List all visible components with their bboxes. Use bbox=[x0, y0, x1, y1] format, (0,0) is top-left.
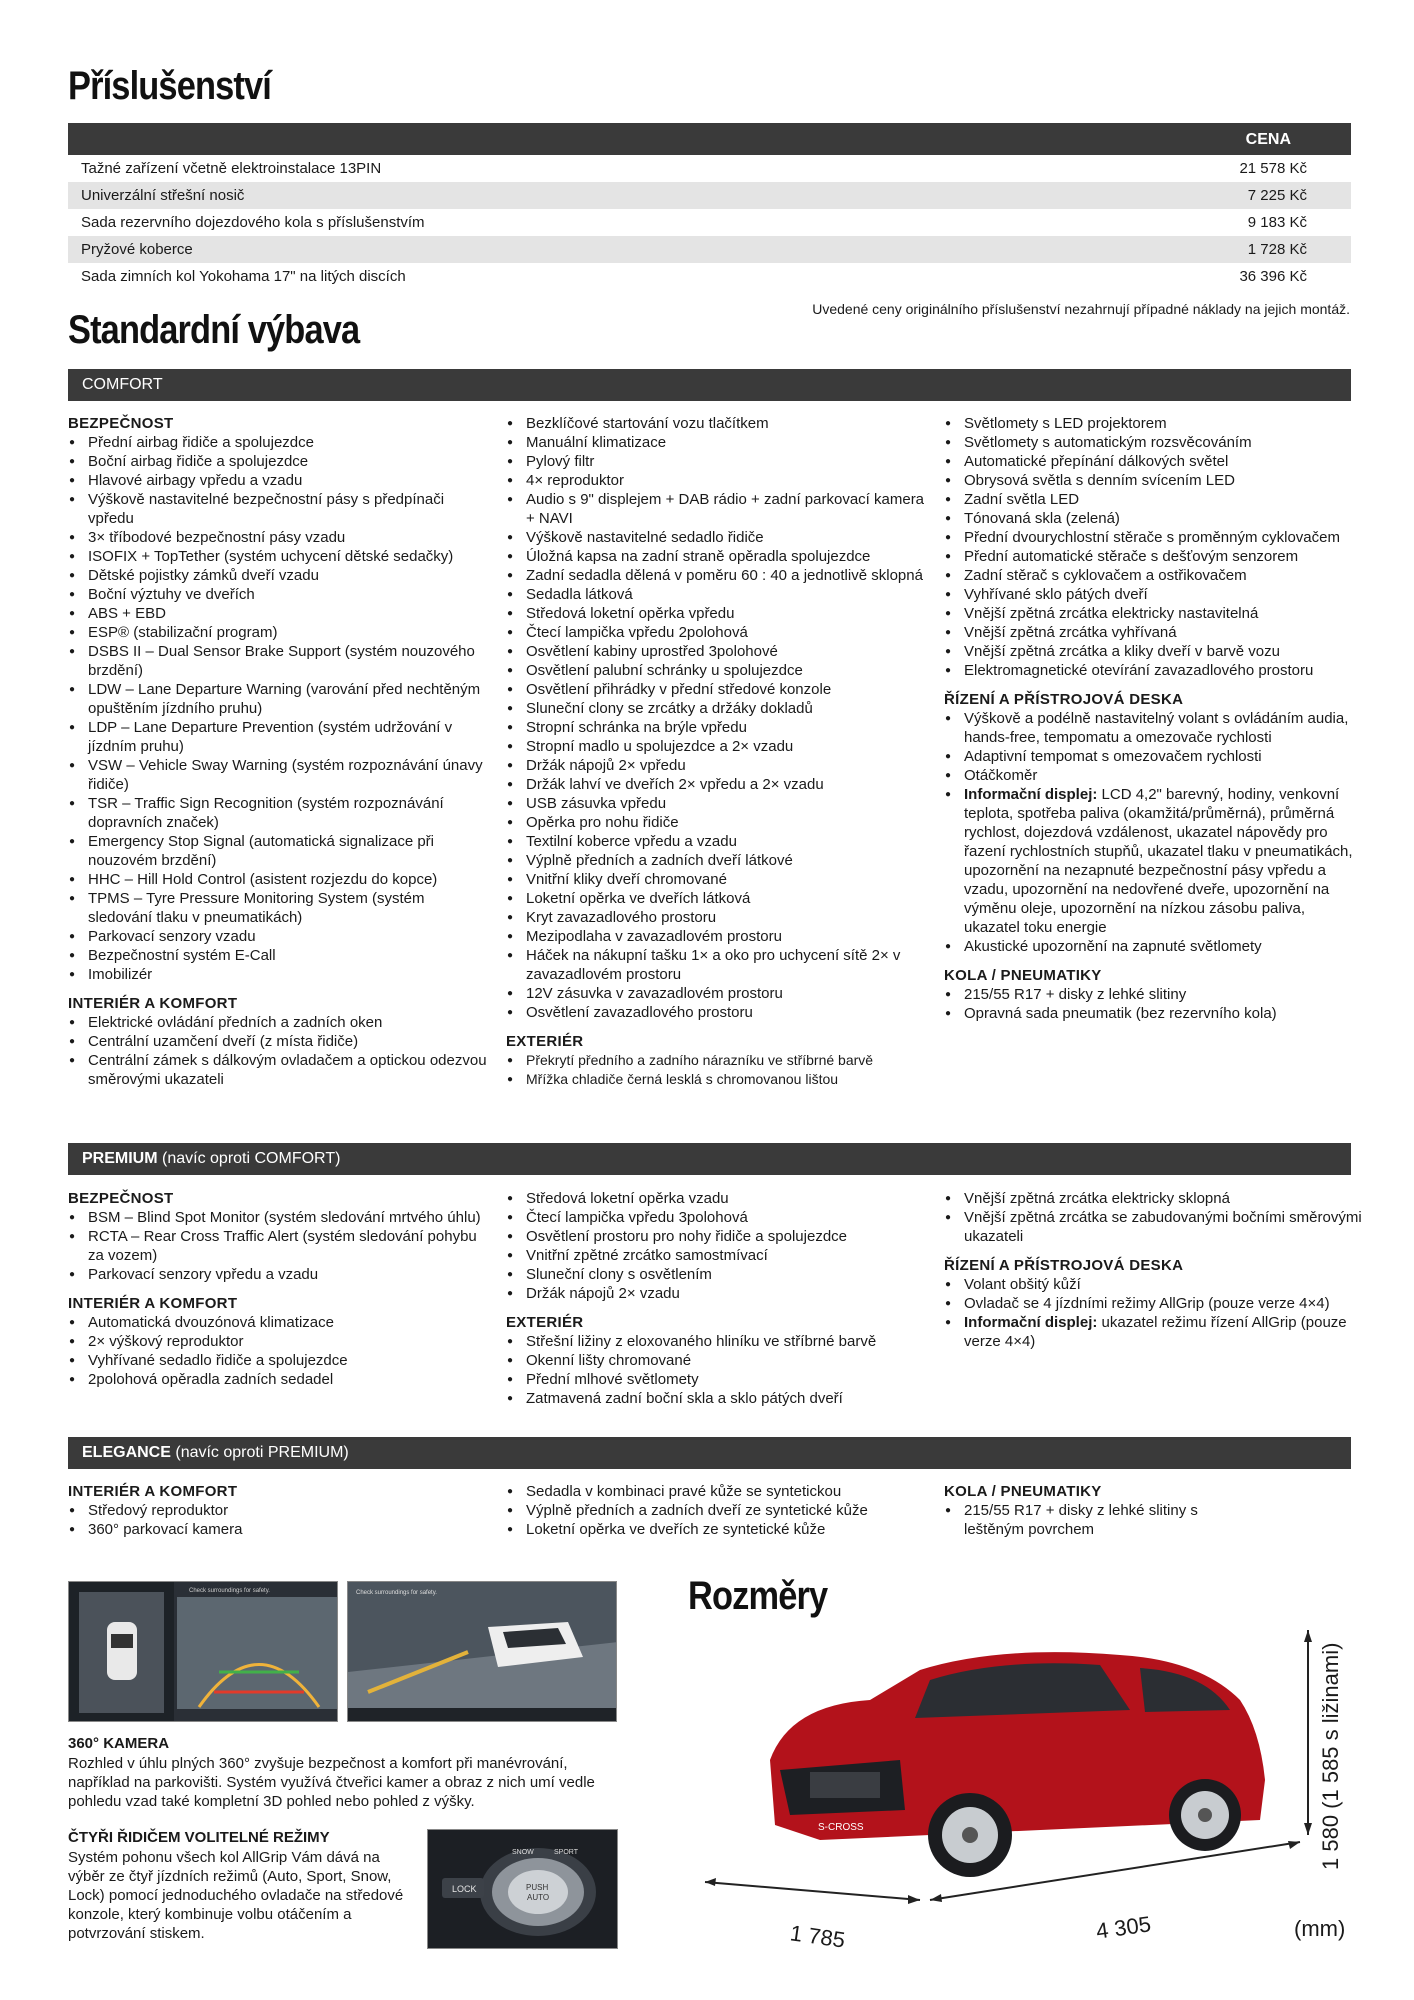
list-item: ● Vyhřívané sedadlo řidiče a spolujezdce bbox=[68, 1351, 488, 1370]
list-item: ● Emergency Stop Signal (automatická signalizace při nouzovém brzdění) bbox=[68, 832, 488, 870]
list-item: ● DSBS II – Dual Sensor Brake Support (systém nouzového brzdění) bbox=[68, 642, 488, 680]
list-item: ● Sedadla v kombinaci pravé kůže se syntetickou bbox=[506, 1482, 926, 1501]
camera-topview-graphic bbox=[69, 1582, 338, 1722]
list-item: ● Okenní lišty chromované bbox=[506, 1351, 926, 1370]
list-item: ● TPMS – Tyre Pressure Monitoring System (systém sledování tlaku v pneumatikách) bbox=[68, 889, 488, 927]
list-item: ● 2polohová opěradla zadních sedadel bbox=[68, 1370, 488, 1389]
list-item: ● Adaptivní tempomat s omezovačem rychlosti bbox=[944, 747, 1364, 766]
dimension-unit: (mm) bbox=[1294, 1916, 1346, 1941]
premium-interior-list bbox=[68, 1313, 488, 1389]
list-item: ● Tónovaná skla (zelená) bbox=[944, 509, 1364, 528]
accessory-name: Tažné zařízení včetně elektroinstalace 13PIN bbox=[81, 160, 382, 177]
camera-3d-screen-label: Check surroundings for safety. bbox=[356, 1590, 437, 1596]
list-item: ● Mřížka chladiče černá lesklá s chromovanou lištou bbox=[506, 1070, 926, 1089]
list-item: ● Přední dvourychlostní stěrače s proměnným cyklovačem bbox=[944, 528, 1364, 547]
list-item: ● Volant obšitý kůží bbox=[944, 1275, 1364, 1294]
list-item: ● Střešní ližiny z eloxovaného hliníku ve stříbrné barvě bbox=[506, 1332, 926, 1351]
drive-mode-knob-image bbox=[427, 1829, 618, 1949]
accessory-name: Sada rezervního dojezdového kola s příslušenstvím bbox=[81, 214, 425, 231]
premium-exterior-list bbox=[506, 1332, 926, 1408]
premium-col3-list bbox=[944, 1189, 1364, 1246]
comfort-steering-items bbox=[944, 709, 1364, 785]
list-item: ● Přední airbag řidiče a spolujezdce bbox=[68, 433, 488, 452]
accessory-price: 7 225 Kč bbox=[1247, 187, 1307, 204]
list-item: ● Středová loketní opěrka vpředu bbox=[506, 604, 926, 623]
list-item: ● Držák nápojů 2× vzadu bbox=[506, 1284, 926, 1303]
knob-label-push: PUSH bbox=[526, 1883, 549, 1892]
premium-col-2 bbox=[506, 1189, 926, 1408]
list-item: ● 360° parkovací kamera bbox=[68, 1520, 488, 1539]
list-item: ● Přední automatické stěrače s dešťovým senzorem bbox=[944, 547, 1364, 566]
list-item: ● Boční výztuhy ve dveřích bbox=[68, 585, 488, 604]
accessory-price: 1 728 Kč bbox=[1247, 241, 1307, 258]
dimension-height: 1 580 (1 585 s ližinami) bbox=[1318, 1642, 1343, 1870]
list-item: ● Světlomety s LED projektorem bbox=[944, 414, 1364, 433]
knob-label-lock: LOCK bbox=[452, 1884, 477, 1894]
list-item: ● Hlavové airbagy vpředu a vzadu bbox=[68, 471, 488, 490]
list-item: ● Zadní světla LED bbox=[944, 490, 1364, 509]
list-item: ● Výplně předních a zadních dveří látkové bbox=[506, 851, 926, 870]
list-item: ● Osvětlení kabiny uprostřed 3polohové bbox=[506, 642, 926, 661]
elegance-col-3 bbox=[944, 1482, 1244, 1539]
modes-feature-text: Systém pohonu všech kol AllGrip Vám dává na výběr ze čtyř jízdních režimů (Auto, Sport, Snow, Lock) pomocí jednoduchého ovladače na středové konzole, který kombinuje volbu otáčením a potvrzování stiskem. bbox=[68, 1849, 404, 1942]
list-item: ● Opravná sada pneumatik (bez rezervního kola) bbox=[944, 1004, 1364, 1023]
premium-safety-heading: BEZPEČNOST bbox=[68, 1190, 174, 1207]
list-item: ● Světlomety s automatickým rozsvěcováním bbox=[944, 433, 1364, 452]
elegance-wheels-heading: KOLA / PNEUMATIKY bbox=[944, 1483, 1102, 1500]
list-item: ● TSR – Traffic Sign Recognition (systém rozpoznávání dopravních značek) bbox=[68, 794, 488, 832]
display-text: ukazatel režimu řízení AllGrip (pouze verze 4×4) bbox=[964, 1314, 1347, 1350]
list-item: ● 2× výškový reproduktor bbox=[68, 1332, 488, 1351]
list-item: ● Mezipodlaha v zavazadlovém prostoru bbox=[506, 927, 926, 946]
list-item: ● Manuální klimatizace bbox=[506, 433, 926, 452]
dimension-length: 4 305 bbox=[1094, 1911, 1153, 1944]
table-row bbox=[68, 155, 1351, 182]
list-item: ● Čtecí lampička vpředu 3polohová bbox=[506, 1208, 926, 1227]
accessories-note: Uvedené ceny originálního příslušenství nezahrnují případné náklady na jejich montáž. bbox=[812, 301, 1350, 317]
list-item: ● Zadní stěrač s cyklovačem a ostřikovačem bbox=[944, 566, 1364, 585]
list-item: ● Loketní opěrka ve dveřích látková bbox=[506, 889, 926, 908]
accessories-rows bbox=[68, 155, 1351, 290]
premium-col2-list bbox=[506, 1189, 926, 1303]
comfort-exterior-list bbox=[506, 1051, 926, 1089]
list-item: ● 4× reproduktor bbox=[506, 471, 926, 490]
car-image bbox=[700, 1610, 1350, 1950]
premium-col-1 bbox=[68, 1189, 488, 1389]
comfort-steering-items-2 bbox=[944, 937, 1364, 956]
premium-safety-list bbox=[68, 1208, 488, 1284]
display-text: LCD 4,2" barevný, hodiny, venkovní teplota, spotřeba paliva (okamžitá/průměrná), průměrná rychlost, dojezdová vzdálenost, ukazatel nápovědy pro řazení rychlostních stupňů, ukazatel tlaku v pneumatikách, upozornění na nezapnuté bezpečnostní pásy vpředu a vzadu, upozornění na nedovřené dveře, upozornění na výměnu oleje, upozornění na nízkou zásobu paliva, ukazatel toku energie bbox=[964, 786, 1353, 936]
accessory-price: 9 183 Kč bbox=[1247, 214, 1307, 231]
elegance-bar-sub: (navíc oproti PREMIUM) bbox=[175, 1444, 349, 1461]
list-item: ● Centrální uzamčení dveří (z místa řidiče) bbox=[68, 1032, 488, 1051]
comfort-safety-heading: BEZPEČNOST bbox=[68, 415, 174, 432]
elegance-col-1 bbox=[68, 1482, 488, 1539]
list-item: ● Audio s 9" displejem + DAB rádio + zadní parkovací kamera + NAVI bbox=[506, 490, 926, 528]
list-item: ● Středový reproduktor bbox=[68, 1501, 488, 1520]
accessory-name: Univerzální střešní nosič bbox=[81, 187, 245, 204]
list-item: ● Čtecí lampička vpředu 2polohová bbox=[506, 623, 926, 642]
camera-topview-image bbox=[68, 1581, 338, 1722]
dimension-width: 1 785 bbox=[788, 1920, 847, 1953]
table-row bbox=[68, 236, 1351, 263]
list-item: ● Stropní madlo u spolujezdce a 2× vzadu bbox=[506, 737, 926, 756]
list-item: ● ESP® (stabilizační program) bbox=[68, 623, 488, 642]
list-item: ● Opěrka pro nohu řidiče bbox=[506, 813, 926, 832]
camera-3d-graphic bbox=[348, 1582, 617, 1722]
list-item: ● Otáčkoměr bbox=[944, 766, 1364, 785]
list-item: ● BSM – Blind Spot Monitor (systém sledování mrtvého úhlu) bbox=[68, 1208, 488, 1227]
list-item: ● Automatické přepínání dálkových světel bbox=[944, 452, 1364, 471]
list-item: ● Bezpečnostní systém E-Call bbox=[68, 946, 488, 965]
comfort-col2-list bbox=[506, 414, 926, 1022]
list-item: ● Bezklíčové startování vozu tlačítkem bbox=[506, 414, 926, 433]
list-item: ● Vnější zpětná zrcátka elektricky sklopná bbox=[944, 1189, 1364, 1208]
list-item: ● 215/55 R17 + disky z lehké slitiny bbox=[944, 985, 1364, 1004]
comfort-wheels-heading: KOLA / PNEUMATIKY bbox=[944, 967, 1102, 984]
accessories-table-header bbox=[68, 123, 1351, 155]
comfort-col-2 bbox=[506, 414, 926, 1089]
comfort-interior-list bbox=[68, 1013, 488, 1089]
list-item: ● Středová loketní opěrka vzadu bbox=[506, 1189, 926, 1208]
list-item: ● Elektromagnetické otevírání zavazadlového prostoru bbox=[944, 661, 1364, 680]
list-item: ● Výškově a podélně nastavitelný volant s ovládáním audia, hands-free, tempomatu a omezovače rychlosti bbox=[944, 709, 1364, 747]
list-item: ● Imobilizér bbox=[68, 965, 488, 984]
list-item: ● USB zásuvka vpředu bbox=[506, 794, 926, 813]
list-item: ● Držák lahví ve dveřích 2× vpředu a 2× vzadu bbox=[506, 775, 926, 794]
comfort-steering-heading: ŘÍZENÍ A PŘÍSTROJOVÁ DESKA bbox=[944, 691, 1184, 708]
list-item: ● Parkovací senzory vpředu a vzadu bbox=[68, 1265, 488, 1284]
list-item: ● LDP – Lane Departure Prevention (systém udržování v jízdním pruhu) bbox=[68, 718, 488, 756]
list-item: ● Akustické upozornění na zapnuté světlomety bbox=[944, 937, 1364, 956]
knob-label-sport: SPORT bbox=[554, 1849, 578, 1856]
comfort-interior-heading: INTERIÉR A KOMFORT bbox=[68, 995, 238, 1012]
list-item: ● Osvětlení palubní schránky u spolujezdce bbox=[506, 661, 926, 680]
camera-3d-image bbox=[347, 1581, 617, 1722]
list-item: ● Obrysová světla s denním svícením LED bbox=[944, 471, 1364, 490]
comfort-wheels-list bbox=[944, 985, 1364, 1023]
list-item: ● Dětské pojistky zámků dveří vzadu bbox=[68, 566, 488, 585]
accessory-price: 21 578 Kč bbox=[1239, 160, 1307, 177]
accessories-title: Příslušenství bbox=[68, 64, 271, 108]
list-item: ● Výškově nastavitelné sedadlo řidiče bbox=[506, 528, 926, 547]
elegance-bar bbox=[68, 1437, 1351, 1469]
camera-feature-text: Rozhled v úhlu plných 360° zvyšuje bezpečnost a komfort při manévrování, například na parkovišti. Systém využívá čtveřici kamer a obraz z nich umí vedle pohledu vzad také kompletní 3D pohled nebo pohled z výšky. bbox=[68, 1755, 595, 1810]
list-item: ● Vnitřní zpětné zrcátko samostmívací bbox=[506, 1246, 926, 1265]
drive-mode-knob-graphic bbox=[428, 1830, 618, 1949]
list-item: ● HHC – Hill Hold Control (asistent rozjezdu do kopce) bbox=[68, 870, 488, 889]
knob-label-auto: AUTO bbox=[527, 1893, 550, 1902]
standard-title: Standardní výbava bbox=[68, 308, 360, 352]
list-item: ● RCTA – Rear Cross Traffic Alert (systém sledování pohybu za vozem) bbox=[68, 1227, 488, 1265]
comfort-exterior-heading: EXTERIÉR bbox=[506, 1033, 584, 1050]
premium-bar-label: PREMIUM bbox=[82, 1150, 158, 1167]
comfort-display-list bbox=[944, 785, 1364, 937]
list-item: ● Držák nápojů 2× vpředu bbox=[506, 756, 926, 775]
elegance-col2-list bbox=[506, 1482, 926, 1539]
list-item: ● LDW – Lane Departure Warning (varování před nechtěným opuštěním jízdního pruhu) bbox=[68, 680, 488, 718]
elegance-col-2 bbox=[506, 1482, 926, 1539]
premium-col-3 bbox=[944, 1189, 1364, 1351]
comfort-col-1 bbox=[68, 414, 488, 1089]
list-item: ● Vnější zpětná zrcátka se zabudovanými bočními směrovými ukazateli bbox=[944, 1208, 1364, 1246]
accessory-name: Pryžové koberce bbox=[81, 241, 193, 258]
premium-steering-heading: ŘÍZENÍ A PŘÍSTROJOVÁ DESKA bbox=[944, 1257, 1184, 1274]
elegance-interior-heading: INTERIÉR A KOMFORT bbox=[68, 1483, 238, 1500]
elegance-wheels-list bbox=[944, 1501, 1244, 1539]
comfort-bar bbox=[68, 369, 1351, 401]
list-item: ● Přední mlhové světlomety bbox=[506, 1370, 926, 1389]
display-label: Informační displej: bbox=[964, 1314, 1098, 1331]
camera-feature-title: 360° KAMERA bbox=[68, 1735, 170, 1752]
list-item: ● Překrytí předního a zadního nárazníku ve stříbrné barvě bbox=[506, 1051, 926, 1070]
accessories-table bbox=[68, 123, 1351, 290]
modes-feature-title: ČTYŘI ŘIDIČEM VOLITELNÉ REŽIMY bbox=[68, 1829, 330, 1846]
price-header: CENA bbox=[1245, 131, 1291, 148]
car-badge: S-CROSS bbox=[818, 1822, 864, 1833]
list-item bbox=[944, 1313, 1364, 1351]
list-item bbox=[944, 785, 1364, 937]
list-item: ● Stropní schránka na brýle vpředu bbox=[506, 718, 926, 737]
list-item: ● Automatická dvouzónová klimatizace bbox=[68, 1313, 488, 1332]
list-item: ● Sluneční clony se zrcátky a držáky dokladů bbox=[506, 699, 926, 718]
list-item: ● Textilní koberce vpředu a vzadu bbox=[506, 832, 926, 851]
list-item: ● Boční airbag řidiče a spolujezdce bbox=[68, 452, 488, 471]
list-item: ● Zatmavená zadní boční skla a sklo pátých dveří bbox=[506, 1389, 926, 1408]
dimensions-title: Rozměry bbox=[688, 1574, 828, 1618]
list-item: ● 215/55 R17 + disky z lehké slitiny s leštěným povrchem bbox=[944, 1501, 1244, 1539]
list-item: ● ABS + EBD bbox=[68, 604, 488, 623]
elegance-bar-label: ELEGANCE bbox=[82, 1444, 171, 1461]
list-item: ● Osvětlení zavazadlového prostoru bbox=[506, 1003, 926, 1022]
comfort-col3-list bbox=[944, 414, 1364, 680]
list-item: ● Osvětlení přihrádky v přední středové konzole bbox=[506, 680, 926, 699]
list-item: ● Sedadla látková bbox=[506, 585, 926, 604]
list-item: ● Vnější zpětná zrcátka elektricky nastavitelná bbox=[944, 604, 1364, 623]
list-item: ● ISOFIX + TopTether (systém uchycení dětské sedačky) bbox=[68, 547, 488, 566]
list-item: ● Vnější zpětná zrcátka a kliky dveří v barvě vozu bbox=[944, 642, 1364, 661]
premium-display-list bbox=[944, 1313, 1364, 1351]
list-item: ● Ovladač se 4 jízdními režimy AllGrip (pouze verze 4×4) bbox=[944, 1294, 1364, 1313]
list-item: ● Centrální zámek s dálkovým ovladačem a optickou odezvou směrovými ukazateli bbox=[68, 1051, 488, 1089]
list-item: ● Vnější zpětná zrcátka vyhřívaná bbox=[944, 623, 1364, 642]
list-item: ● Parkovací senzory vzadu bbox=[68, 927, 488, 946]
premium-bar bbox=[68, 1143, 1351, 1175]
comfort-bar-label: COMFORT bbox=[82, 376, 163, 393]
accessory-price: 36 396 Kč bbox=[1239, 268, 1307, 285]
camera-screen-label: Check surroundings for safety. bbox=[189, 1588, 270, 1594]
premium-interior-heading: INTERIÉR A KOMFORT bbox=[68, 1295, 238, 1312]
comfort-col-3 bbox=[944, 414, 1364, 1023]
list-item: ● VSW – Vehicle Sway Warning (systém rozpoznávání únavy řidiče) bbox=[68, 756, 488, 794]
list-item: ● Úložná kapsa na zadní straně opěradla spolujezdce bbox=[506, 547, 926, 566]
elegance-interior-list bbox=[68, 1501, 488, 1539]
list-item: ● Pylový filtr bbox=[506, 452, 926, 471]
list-item: ● Háček na nákupní tašku 1× a oko pro uchycení sítě 2× v zavazadlovém prostoru bbox=[506, 946, 926, 984]
list-item: ● Loketní opěrka ve dveřích ze syntetické kůže bbox=[506, 1520, 926, 1539]
list-item: ● Sluneční clony s osvětlením bbox=[506, 1265, 926, 1284]
comfort-safety-list bbox=[68, 433, 488, 984]
list-item: ● Osvětlení prostoru pro nohy řidiče a spolujezdce bbox=[506, 1227, 926, 1246]
list-item: ● Kryt zavazadlového prostoru bbox=[506, 908, 926, 927]
table-row bbox=[68, 263, 1351, 290]
premium-bar-sub: (navíc oproti COMFORT) bbox=[162, 1150, 341, 1167]
premium-steering-list bbox=[944, 1275, 1364, 1313]
list-item: ● Vyhřívané sklo pátých dveří bbox=[944, 585, 1364, 604]
accessory-name: Sada zimních kol Yokohama 17" na litých discích bbox=[81, 268, 406, 285]
table-row bbox=[68, 209, 1351, 236]
list-item: ● 3× tříbodové bezpečnostní pásy vzadu bbox=[68, 528, 488, 547]
knob-label-snow: SNOW bbox=[512, 1849, 534, 1856]
list-item: ● Výplně předních a zadních dveří ze syntetické kůže bbox=[506, 1501, 926, 1520]
table-row bbox=[68, 182, 1351, 209]
list-item: ● Elektrické ovládání předních a zadních oken bbox=[68, 1013, 488, 1032]
list-item: ● Zadní sedadla dělená v poměru 60 : 40 a jednotlivě sklopná bbox=[506, 566, 926, 585]
display-label: Informační displej: bbox=[964, 786, 1098, 803]
list-item: ● Výškově nastavitelné bezpečnostní pásy s předpínači vpředu bbox=[68, 490, 488, 528]
premium-exterior-heading: EXTERIÉR bbox=[506, 1314, 584, 1331]
list-item: ● Vnitřní kliky dveří chromované bbox=[506, 870, 926, 889]
list-item: ● 12V zásuvka v zavazadlovém prostoru bbox=[506, 984, 926, 1003]
